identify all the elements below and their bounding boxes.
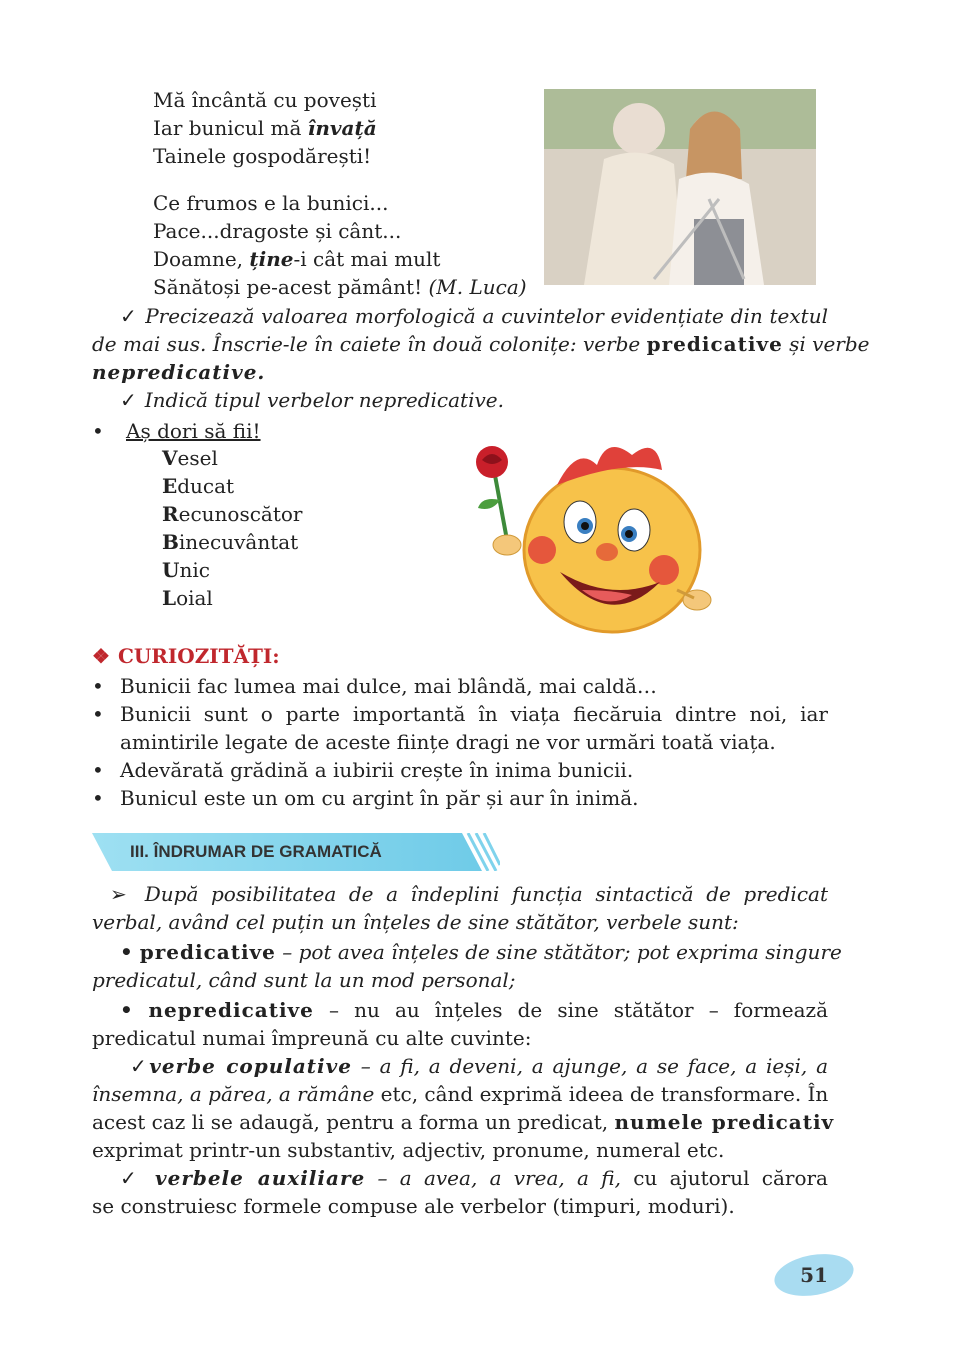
smiley-rose-illustration [462,440,732,640]
poem-stanza-1 [153,86,377,170]
poem-line: Doamne, ține-i cât mai mult [153,247,441,271]
curiosities-list [92,672,828,812]
term-copulative: verbe copulative [149,1054,352,1078]
list-item: • Bunicii sunt o parte importantă în viața fiecăruia dintre noi, iar [92,702,828,726]
task-morphology: ✓ Precizează valoarea morfologică a cuvintelor evidențiate din textul de mai sus. Înscrie-le în caiete în două colonițe: verbe predicative și verbe nepredicative. [92,304,870,384]
check-icon: ✓ [120,388,137,412]
term-auxiliary: verbele auxiliare [154,1166,366,1190]
grammar-body: ➢ După posibilitatea de a îndeplini funcția sintactică de predicat verbal, având cel puțin un înțeles de sine stătător, verbele sunt: • predicative – pot avea înțeles de sine stătător; pot exprima singure predicatul, când sunt la un mod personal; • nepredicative – nu au înțeles de sine stătător – formează predicatul numai împreună cu alte cuvinte: ✓verbe copulative – a fi, a deveni, a ajunge, a se face, a ieși, a însemna, a părea, a rămâne etc, când exprimă ideea de transformare. În acest caz li se adaugă, pentru a forma un predicat, numele predicativ exprimat printr-un substantiv, adjectiv, pronume, numeral etc. ✓ verbele auxiliare – a avea, a vrea, a fi, cu ajutorul cărora se construiesc formele compuse ale verbelor (timpuri, moduri). [92,882,842,1218]
page-number-badge [772,1252,856,1298]
list-item-continuation: amintirile legate de aceste ființe dragi ne vor urmări toată viața. [120,730,776,754]
bullet-icon: • [92,419,104,443]
curiosities-heading: ❖ CURIOZITĂȚI: [92,644,280,668]
list-item: • Adevărată grădină a iubirii crește în inima bunicii. [92,758,634,782]
arrow-icon: ➢ [110,882,127,906]
diamond-icon: ❖ [92,644,110,668]
acrostic-word: Unic [162,558,210,582]
term-nepredicative: nepredicative [148,998,314,1022]
acrostic-word: Loial [162,586,213,610]
acrostic-word: Vesel [162,446,218,470]
poem-line: Sănătoși pe-acest pământ! (M. Luca) [153,275,527,299]
wish-heading: • Aș dori să fii! [92,419,261,443]
check-icon: ✓ [120,304,138,328]
poem-line: Mă încântă cu povești [153,88,377,112]
grandmother-knitting-photo [544,89,816,285]
section-title: III. ÎNDRUMAR DE GRAMATICĂ [130,842,382,861]
poem-line: Tainele gospodărești! [153,144,372,168]
poem-line: Iar bunicul mă învață [153,116,377,140]
term-predicative: predicative [646,332,783,356]
poem-line: Pace...dragoste și cânt... [153,219,402,243]
acrostic-word: Educat [162,474,235,498]
highlighted-verb: ține [249,247,294,271]
term-nepredicative: nepredicative. [92,360,266,384]
page-number: 51 [800,1263,828,1287]
list-item: • Bunicul este un om cu argint în păr și aur în inimă. [92,786,639,810]
highlighted-verb: învață [307,116,377,140]
acrostic-list [162,444,303,612]
list-item: • Bunicii fac lumea mai dulce, mai blândă, mai caldă… [92,674,657,698]
acrostic-word: Binecuvântat [162,530,299,554]
term-predicative-name: numele predicativ [614,1110,835,1134]
acrostic-word: Recunoscător [162,502,303,526]
task-verb-type: ✓ Indică tipul verbelor nepredicative. [120,388,504,412]
section-banner [92,833,500,871]
term-predicative: predicative [139,940,276,964]
poem-stanza-2 [153,189,527,301]
poem-line: Ce frumos e la bunici... [153,191,389,215]
poem-author: (M. Luca) [428,275,527,299]
